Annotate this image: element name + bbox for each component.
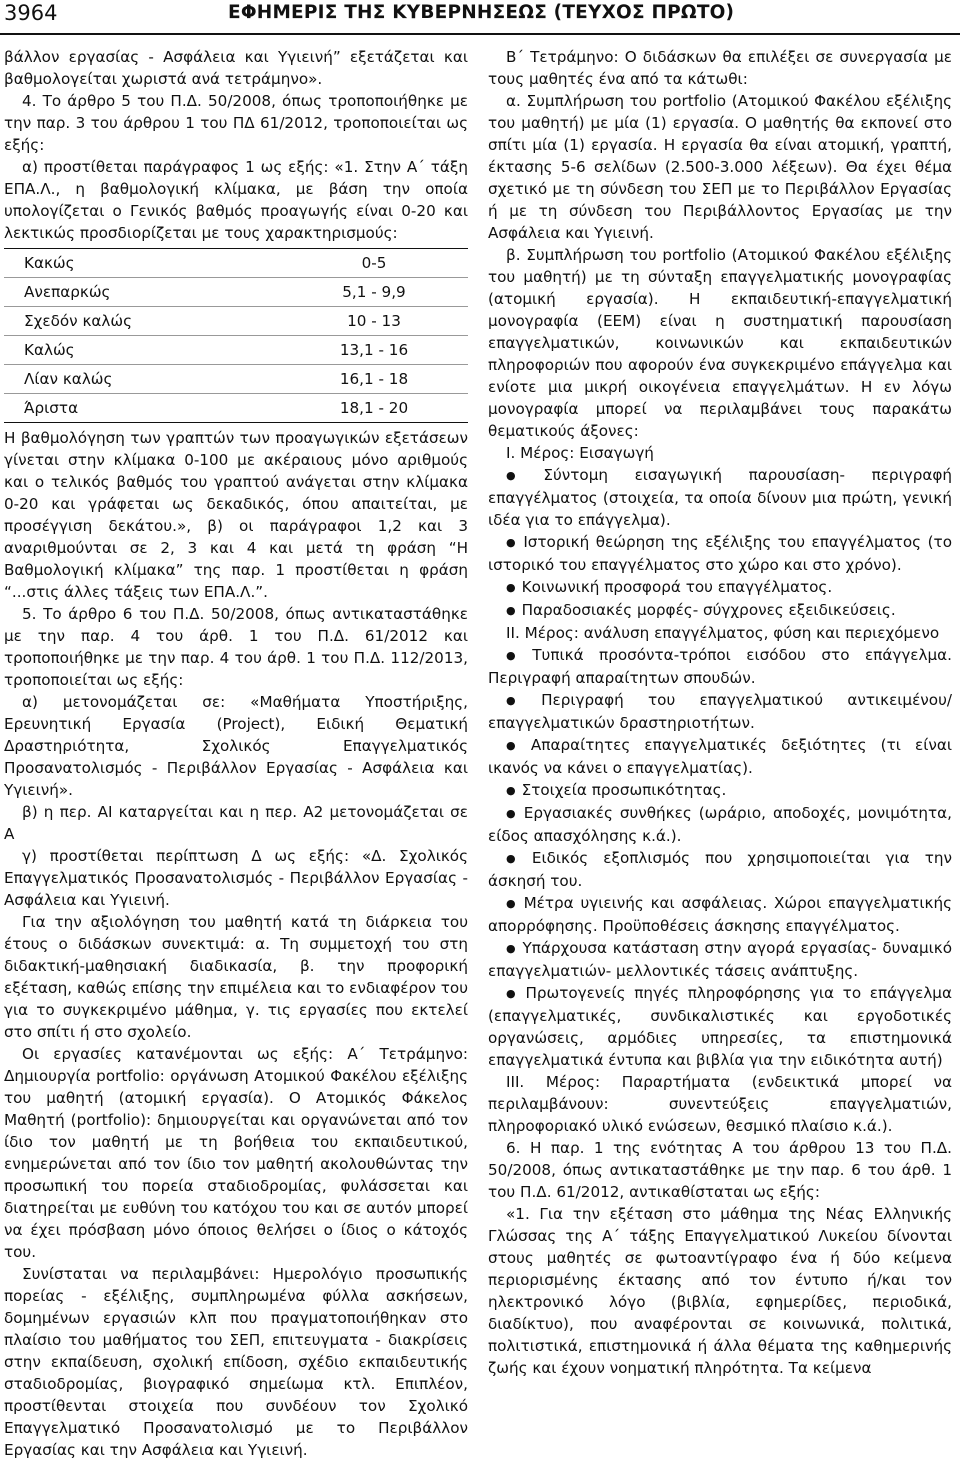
- table-row: [4, 249, 468, 278]
- bullet-item: ● Στοιχεία προσωπικότητας.: [488, 779, 952, 802]
- paragraph: β. Συμπλήρωση του portfolio (Ατομικού Φακέλου εξέλιξης του μαθητή) με τη σύνταξη επαγγελματικής μονογραφίας (ατομική εργασία). Η εκπαιδευτική-επαγγελματική μονογραφία (ΕΕΜ) είναι η συστηματική παρουσίαση επαγγελματικών, κοινωνικών και εκπαιδευτικών πληροφοριών που αφορούν ένα συγκεκριμένο επάγγελμα και ενίοτε μια μικρή οικογένεια επαγγελμάτων. Η εν λόγω μονογραφία μπορεί να περιλαμβάνει τους παρακάτω θεματικούς άξονες:: [488, 246, 952, 440]
- table-row: [4, 278, 468, 307]
- right-column: [488, 46, 952, 1426]
- grade-range: 16,1 - 18: [339, 370, 409, 388]
- section-heading: ΙΙΙ. Μέρος: Παραρτήματα (ενδεικτικά μπορεί να περιλαμβάνουν: συνεντεύξεις επαγγελματιών, πληροφοριακό υλικό ενώσεων, θεσμικό πλαίσιο κ.ά.).: [488, 1073, 952, 1135]
- grade-label: Κακώς: [24, 254, 75, 272]
- paragraph: Συνίσταται να περιλαμβάνει: Ημερολόγιο προσωπικής πορείας - εξέλιξης, συμπληρωμένα φύλλα ασκήσεων, δομημένων εργασιών κλπ που πραγματοποιήθηκαν στο πλαίσιο του μαθήματος του ΣΕΠ, επιτευγματα - διακρίσεις στην εκπαίδευση, σχολική επίδοση, σχέδιο εκπαιδευτικής σταδιοδρομίας, βιογραφικό σημείωμα κτλ. Επιπλέον, προστίθενται στοιχεία που συνδέουν τον Σχολικό Επαγγελματικό Προσανατολισμό με το Περιβάλλον Εργασίας και την Ασφάλεια και Υγιεινή.: [4, 1265, 468, 1459]
- bullet-item: ● Υπάρχουσα κατάσταση στην αγορά εργασίας- δυναμικό επαγγελματιών- μελλοντικές τάσεις ανάπτυξης.: [488, 937, 952, 982]
- bullet-item: ● Κοινωνική προσφορά του επαγγέλματος.: [488, 576, 952, 599]
- table-row: [4, 365, 468, 394]
- grade-label: Καλώς: [24, 341, 75, 359]
- grade-label: Λίαν καλώς: [24, 370, 113, 388]
- paragraph: 5. Το άρθρο 6 του Π.Δ. 50/2008, όπως αντικαταστάθηκε με την παρ. 4 του άρθ. 1 του Π.Δ. 61/2012 και τροποποιήθηκε με την παρ. 4 του άρθ. 1 του Π.Δ. 112/2013, τροποποιείται ως εξής:: [4, 605, 468, 689]
- paragraph: β) η περ. ΑΙ καταργείται και η περ. Α2 μετονομάζεται σε Α: [4, 803, 468, 843]
- grade-label: Σχεδόν καλώς: [24, 312, 133, 330]
- header-rule: [0, 33, 960, 35]
- grade-range: 18,1 - 20: [339, 399, 409, 417]
- grade-range: 5,1 - 9,9: [342, 283, 406, 301]
- bullet-item: ● Τυπικά προσόντα-τρόποι εισόδου στο επάγγελμα. Περιγραφή απαραίτητων σπουδών.: [488, 644, 952, 689]
- paragraph: 4. Το άρθρο 5 του Π.Δ. 50/2008, όπως τροποποιήθηκε με την παρ. 3 του άρθρου 1 του ΠΔ 61/2012, τροποποιείται ως εξής:: [4, 92, 468, 154]
- paragraph: Για την αξιολόγηση του μαθητή κατά τη διάρκεια του έτους ο διδάσκων συνεκτιμά: α. Τη συμμετοχή του στη διδακτική-μαθησιακή διαδικασία, β. την προφορική εξέταση, καθώς επίσης την επιμέλεια και το ενδιαφέρον του για το συγκεκριμένο μάθημα, γ. τις εργασίες που εκτελεί στο σπίτι ή στο σχολείο.: [4, 913, 468, 1041]
- section-heading: Ι. Μέρος: Εισαγωγή: [506, 444, 654, 462]
- paragraph: βάλλον εργασίας - Ασφάλεια και Υγιεινή” εξετάζεται και βαθμολογείται χωριστά ανά τετράμηνο».: [4, 48, 468, 88]
- bullet-item: ● Πρωτογενείς πηγές πληροφόρησης για το επάγγελμα (επαγγελματικές, συνδικαλιστικές και εργοδοτικές οργανώσεις, αρμόδιες υπηρεσίες, τα επιστημονικά επαγγελματικά έντυπα και βιβλία για την ειδικότητα αυτή): [488, 982, 952, 1071]
- paragraph: α) μετονομάζεται σε: «Μαθήματα Υποστήριξης, Ερευνητική Εργασία (Project), Ειδική Θεματική Δραστηριότητα, Σχολικός Επαγγελματικός Προσανατολισμός - Περιβάλλον Εργασίας - Ασφάλεια και Υγιεινή».: [4, 693, 468, 799]
- grade-range: 13,1 - 16: [339, 341, 409, 359]
- bullet-item: ● Σύντομη εισαγωγική παρουσίαση- περιγραφή επαγγέλματος (στοιχεία, τα οποία δίνουν μια πρώτη, γενική ιδέα για το επάγγελμα).: [488, 464, 952, 531]
- bullet-item: ● Ειδικός εξοπλισμός που χρησιμοποιείται για την άσκησή του.: [488, 847, 952, 892]
- paragraph: «1. Για την εξέταση στο μάθημα της Νέας Ελληνικής Γλώσσας της Α΄ τάξης Επαγγελματικού Λυκείου δίνονται στους μαθητές σε φωτοαντίγραφο ένα ή δύο κείμενα περιορισμένης έκτασης από τον έντυπο ή/και τον ηλεκτρονικό λόγο (βιβλία, εφημερίδες, περιοδικά, διαδίκτυο), που αναφέρονται σε κοινωνικά, πολιτικά, πολιτιστικά, επιστημονικά ή άλλα θέματα της καθημερινής ζωής και έχουν νοηματική πληρότητα. Τα κείμενα: [488, 1205, 952, 1377]
- page-number: 3964: [4, 1, 58, 25]
- bullet-item: ● Περιγραφή του επαγγελματικού αντικειμένου/ επαγγελματικών δραστηριοτήτων.: [488, 689, 952, 734]
- paragraph: Η βαθμολόγηση των γραπτών των προαγωγικών εξετάσεων γίνεται στην κλίμακα 0-100 με ακέραιους μόνο αριθμούς και ο τελικός βαθμός του γραπτού ανάγεται στην κλίμακα 0-20 και γράφεται ως δεκαδικός, όπου απαιτείται, με προσέγγιση δεκάτου.», β) οι παράγραφοι 1,2 και 3 αναριθμούνται σε 2, 3 και 4 και μετά τη φράση “Η Βαθμολογική κλίμακα” της παρ. 1 προστίθεται η φράση “...στις άλλες τάξεις των ΕΠΑ.Λ.”.: [4, 429, 468, 601]
- paragraph: α) προστίθεται παράγραφος 1 ως εξής: «1. Στην Α΄ τάξη ΕΠΑ.Λ., η βαθμολογική κλίμακα, με βάση την οποία υπολογίζεται ο Γενικός βαθμός προαγωγής είναι 0-20 και λεκτικώς προσδιορίζεται με τους χαρακτηρισμούς:: [4, 158, 468, 242]
- grade-range: 10 - 13: [347, 312, 401, 330]
- page-header: [0, 0, 960, 32]
- grading-scale-table: [4, 248, 468, 423]
- bullet-item: ● Παραδοσιακές μορφές- σύγχρονες εξειδικεύσεις.: [488, 599, 952, 622]
- paragraph: γ) προστίθεται περίπτωση Δ ως εξής: «Δ. Σχολικός Επαγγελματικός Προσανατολισμός - Περιβάλλον Εργασίας - Ασφάλεια και Υγιεινή.: [4, 847, 468, 909]
- grade-range: 0-5: [361, 254, 387, 272]
- bullet-item: ● Εργασιακές συνθήκες (ωράριο, αποδοχές, μονιμότητα, είδος απασχόλησης κ.ά.).: [488, 802, 952, 847]
- paragraph: Β΄ Τετράμηνο: Ο διδάσκων θα επιλέξει σε συνεργασία με τους μαθητές ένα από τα κάτωθι:: [488, 48, 952, 88]
- left-column: [4, 46, 468, 1459]
- bullet-item: ● Μέτρα υγιεινής και ασφάλειας. Χώροι επαγγελματικής απορρόφησης. Προϋποθέσεις άσκησης επαγγέλματος.: [488, 892, 952, 937]
- table-row: [4, 336, 468, 365]
- bullet-item: ● Ιστορική θεώρηση της εξέλιξης του επαγγέλματος (το ιστορικό του επαγγέλματος στο χώρο και στο χρόνο).: [488, 531, 952, 576]
- bullet-item: ● Απαραίτητες επαγγελματικές δεξιότητες (τι είναι ικανός να κάνει ο επαγγελματίας).: [488, 734, 952, 779]
- paragraph: 6. Η παρ. 1 της ενότητας Α του άρθρου 13 του Π.Δ. 50/2008, όπως αντικαταστάθηκε με την παρ. 6 του άρθ. 1 του Π.Δ. 61/2012, αντικαθίσταται ως εξής:: [488, 1139, 952, 1201]
- grade-label: Ανεπαρκώς: [24, 283, 111, 301]
- grade-label: Άριστα: [24, 399, 79, 417]
- table-row: [4, 307, 468, 336]
- section-heading: ΙΙ. Μέρος: ανάλυση επαγγέλματος, φύση και περιεχόμενο: [506, 624, 940, 642]
- paragraph: Οι εργασίες κατανέμονται ως εξής: Α΄ Τετράμηνο: Δημιουργία portfolio: οργάνωση Ατομικού Φακέλου εξέλιξης του μαθητή (ατομική εργασία). Ο Ατομικός Φάκελος Μαθητή (portfolio): δημιουργείται και οργανώνεται από τον ίδιο τον μαθητή με τη βοήθεια του εκπαιδευτικού, ενημερώνεται από τον ίδιο τον μαθητή ακολουθώντας την προσωπική του πορεία σταδιοδρομίας, φυλάσσεται και διατηρείται με ευθύνη του κατόχου του και σε αυτόν μπορεί να έχει πρόσβαση μόνο όποιος θελήσει ο ίδιος ο κάτοχός του.: [4, 1045, 468, 1261]
- table-row: [4, 394, 468, 422]
- gazette-title: ΕΦΗΜΕΡΙΣ ΤΗΣ ΚΥΒΕΡΝΗΣΕΩΣ (ΤΕΥΧΟΣ ΠΡΩΤΟ): [228, 2, 735, 23]
- paragraph: α. Συμπλήρωση του portfolio (Ατομικού Φακέλου εξέλιξης του μαθητή) με μία (1) εργασία. Ο μαθητής θα εκπονεί στο σπίτι μία (1) εργασία. Η εργασία θα είναι ατομική, γραπτή, έκτασης 5-6 σελίδων (2.500-3.000 λέξεων). Θα έχει θέμα σχετικό με τη σύνδεση του ΣΕΠ με το Περιβάλλον Εργασίας ή με τη σύνδεση του Περιβάλλοντος Εργασίας με την Ασφάλεια και Υγιεινή.: [488, 92, 952, 242]
